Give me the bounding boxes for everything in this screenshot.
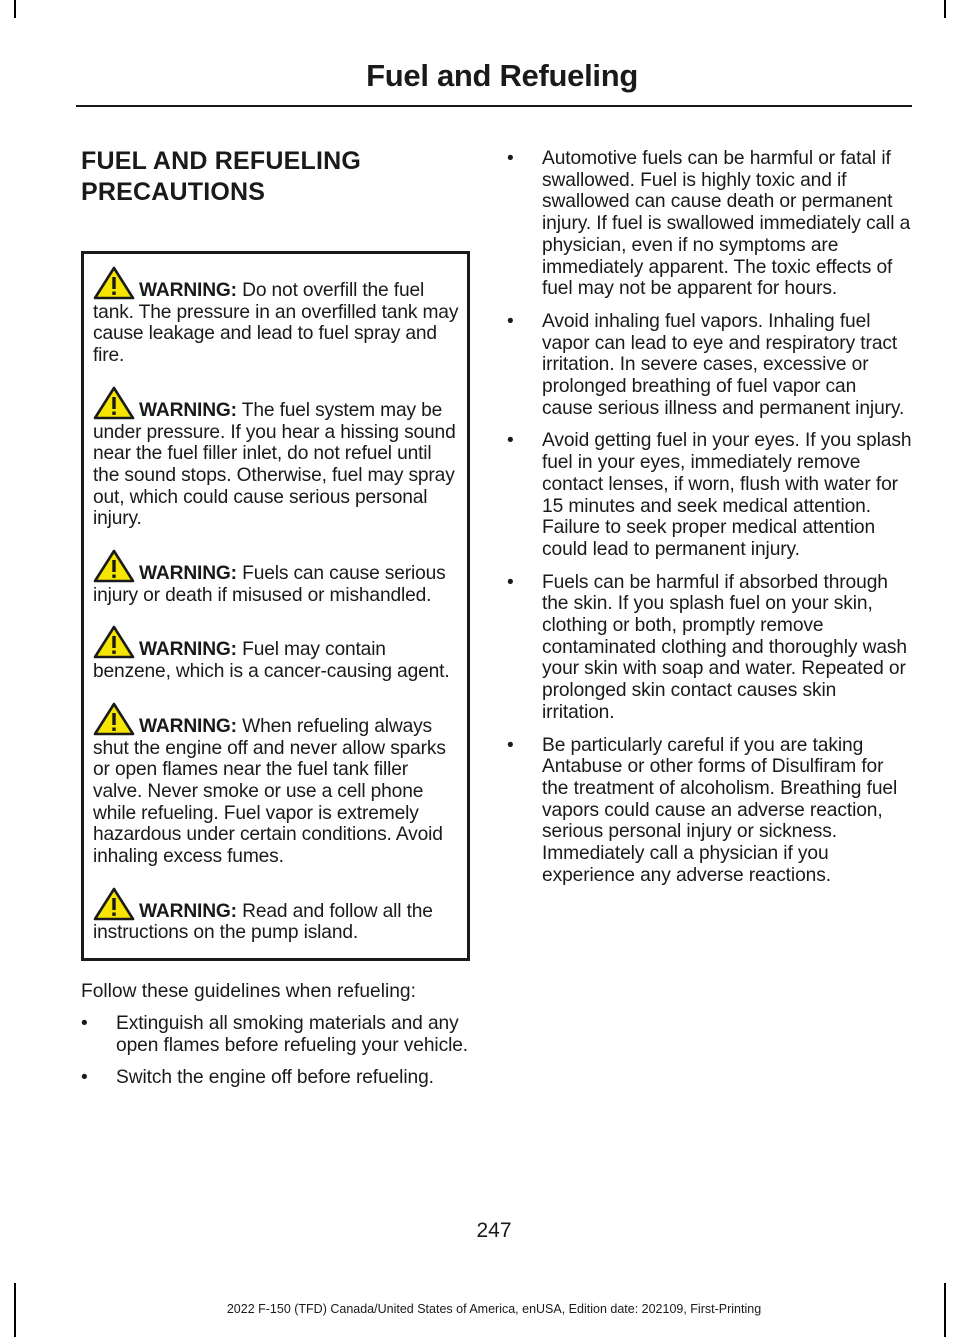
bullet-text: Avoid getting fuel in your eyes. If you splash fuel in your eyes, immediately remove contact lenses, if worn, flush with water for 15 minutes and seek medical attention. Failure to seek proper medical attention could lead to permanent injury. (542, 430, 912, 560)
bullet-text: Automotive fuels can be harmful or fatal if swallowed. Fuel is highly toxic and if swallowed can cause death or permanent injury. If fuel is swallowed immediately call a physician, even if no symptoms are immediately apparent. The toxic effects of fuel may not be apparent for hours. (542, 148, 911, 300)
warning-label: WARNING: (139, 280, 237, 301)
crop-mark-top-left (14, 0, 16, 18)
warning-item (93, 386, 460, 530)
bullet-marker: • (507, 571, 514, 593)
warning-text: When refueling always shut the engine off and never allow sparks or open flames near the fuel tank filler valve. Never smoke or use a cell phone while refueling. Fuel vapor is extremely hazardous under certain conditions. Avoid inhaling excess fumes. (93, 715, 446, 868)
warning-item (93, 266, 460, 367)
warning-triangle-icon (93, 702, 135, 736)
bullet-text: Extinguish all smoking materials and any open flames before refueling your vehicle. (116, 1012, 469, 1056)
bullet-marker: • (507, 148, 514, 169)
warning-label: WARNING: (139, 639, 237, 661)
bullet-item (81, 1067, 476, 1089)
left-bullet-list (81, 1013, 476, 1089)
bullet-item (81, 1013, 476, 1056)
bullet-marker: • (81, 1067, 88, 1089)
warning-triangle-icon (93, 625, 135, 659)
guidelines-intro: Follow these guidelines when refueling: (81, 981, 416, 1003)
warning-text: Read and follow all the instructions on the pump island. (93, 900, 433, 944)
section-title (81, 146, 476, 208)
bullet-text: Be particularly careful if you are taking Antabuse or other forms of Disulfiram for the treatment of alcoholism. Breathing fuel vapors could cause an adverse reaction, serious personal injury or sickness. Immediately call a physician if you experience any adverse reactions. (542, 734, 898, 886)
section-title-line-1: FUEL AND REFUELING (81, 147, 361, 175)
warning-label: WARNING: (139, 563, 237, 585)
edition-footer: 2022 F-150 (TFD) Canada/United States of America, enUSA, Edition date: 202109, First-Printing (226, 1302, 762, 1316)
warning-label: WARNING: (139, 900, 237, 922)
page-header-title: Fuel and Refueling (366, 58, 638, 93)
warning-text: Fuel may contain benzene, which is a cancer-causing agent. (93, 639, 450, 683)
warning-text: The fuel system may be under pressure. If you hear a hissing sound near the fuel filler inlet, do not refuel until the sound stops. Otherwise, fuel may spray out, which could cause serious personal injury. (93, 399, 456, 530)
warning-triangle-icon (93, 549, 135, 583)
bullet-text: Switch the engine off before refueling. (116, 1067, 434, 1089)
bullet-text: Fuels can be harmful if absorbed through the skin. If you splash fuel on your skin, clothing or both, promptly remove contaminated clothing and thoroughly wash your skin with soap and water. Repeated or prolonged skin contact causes skin irritation. (542, 571, 907, 723)
right-column (507, 148, 912, 898)
bullet-item (507, 311, 912, 420)
bullet-item (507, 148, 912, 300)
warning-item (93, 549, 460, 606)
bullet-item (507, 430, 912, 560)
header-divider (76, 105, 912, 107)
warning-item (93, 625, 460, 682)
bullet-text: Avoid inhaling fuel vapors. Inhaling fuel vapor can lead to eye and respiratory tract irritation. In severe cases, excessive or prolonged breathing of fuel vapor can cause serious illness and permanent injury. (542, 310, 905, 419)
warning-item (93, 887, 460, 944)
warning-label: WARNING: (139, 399, 237, 421)
warning-text: Fuels can cause serious injury or death if misused or mishandled. (93, 563, 446, 606)
warning-triangle-icon (93, 386, 135, 420)
warning-box (81, 251, 470, 961)
bullet-marker: • (507, 310, 514, 332)
left-column (81, 146, 476, 1100)
bullet-marker: • (507, 734, 514, 756)
bullet-marker: • (507, 430, 514, 452)
warning-label: WARNING: (139, 715, 237, 737)
warning-triangle-icon (93, 266, 135, 300)
crop-mark-top-right (944, 0, 946, 18)
bullet-item (507, 572, 912, 724)
bullet-marker: • (81, 1012, 88, 1034)
right-bullet-list (507, 148, 912, 887)
warning-item (93, 702, 460, 868)
bullet-item (507, 735, 912, 887)
warning-triangle-icon (93, 887, 135, 921)
page-number: 247 (476, 1219, 512, 1242)
section-title-line-2: PRECAUTIONS (81, 178, 266, 206)
warning-text: Do not overfill the fuel tank. The pressure in an overfilled tank may cause leakage and lead to fuel spray and fire. (93, 280, 459, 367)
